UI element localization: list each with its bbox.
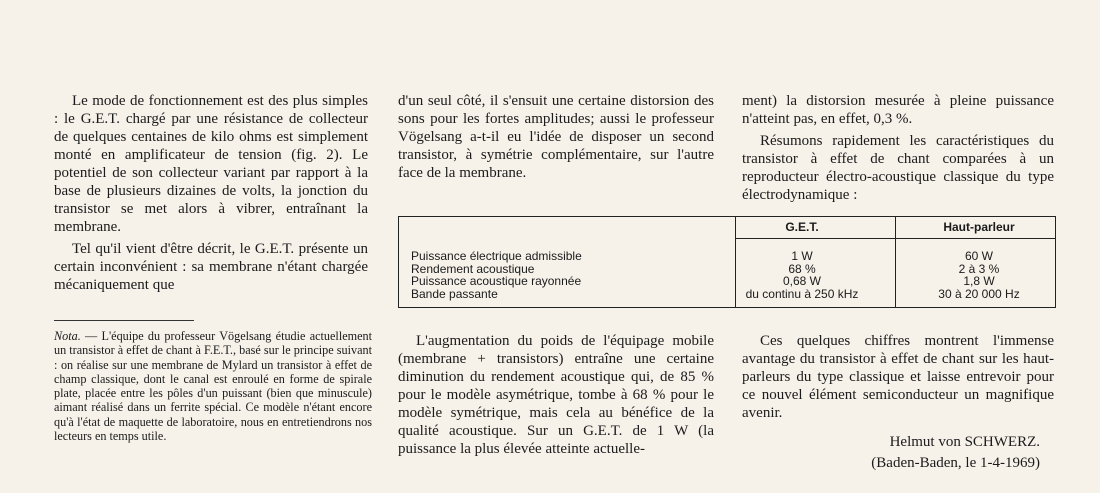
paragraph: L'augmentation du poids de l'équipage mobile (membrane + transistors) entraîne une certaine diminution du rendement acoustique qui, de 85 % pour le modèle asymétrique, tombe à 68 % pour le modèle symétrique, mais cela au bénéfice de la qualité acoustique. Sur un G.E.T. de 1 W (la puissance la plus élevée atteinte actuelle-: [398, 333, 714, 457]
paragraph: Résumons rapidement les caractéristiques du transistor à effet de chant comparées à un reproducteur électro-acoustique classique du type électrodynamique :: [742, 133, 1054, 203]
footnote-rule: [54, 320, 194, 321]
column-5: [742, 332, 1054, 422]
table-cell: 1,8 W: [963, 274, 995, 288]
table-hp-column: [905, 250, 1053, 300]
table-get-column: [737, 250, 867, 300]
table-cell: 0,68 W: [782, 274, 821, 288]
column-4: [398, 332, 714, 458]
table-cell: 1 W: [791, 249, 813, 263]
table-cell: Puissance acoustique rayonnée: [411, 274, 582, 288]
spec-table: [398, 216, 1056, 308]
table-cell: 60 W: [964, 249, 993, 263]
table-cell: 30 à 20 000 Hz: [938, 286, 1020, 301]
column-1: [54, 92, 368, 294]
footnote: [54, 329, 372, 443]
table-divider: [895, 217, 896, 307]
column-3: [742, 92, 1054, 204]
table-cell: Bande passante: [411, 286, 498, 301]
table-header-haut-parleur: Haut-parleur: [943, 220, 1015, 234]
paragraph: ment) la distorsion mesurée à pleine puissance n'atteint pas, en effet, 0,3 %.: [742, 93, 1054, 127]
paragraph: Tel qu'il vient d'être décrit, le G.E.T. présente un certain inconvénient : sa membrane n'étant chargée mécaniquement que: [54, 241, 368, 293]
table-cell: Rendement acoustique: [411, 261, 535, 276]
table-header-rule: [735, 238, 1055, 239]
footnote-text: — L'équipe du professeur Vögelsang étudie actuellement un transistor à effet de chant à F.E.T., basé sur le principe suivant : on réalise sur une membrane de Mylard un transistor à effet de champ classique, dont le canal est enroulé en forme de spirale plate, placée entre les pôles d'un puissant (bien que minuscule) aimant réalisé dans un ferrite spécial. Ce modèle n'étant encore qu'à l'état de maquette de laboratoire, nous en entretiendrons nos lecteurs en temps utile.: [54, 329, 372, 444]
paragraph: Le mode de fonctionnement est des plus simples : le G.E.T. chargé par une résistance de collecteur de quelques centaines de kilo ohms est simplement monté en amplificateur de tension (fig. 2). Le potentiel de son collecteur variant par rapport à la base de plusieurs dizaines de volts, la jonction du transistor se met alors à vibrer, entraînant la membrane.: [54, 93, 368, 235]
paragraph: d'un seul côté, il s'ensuit une certaine distorsion des sons pour les fortes amplitudes; aussi le professeur Vögelsang a-t-il eu l'idée de disposer un second transistor, à symétrie complémentaire, sur l'autre face de la membrane.: [398, 93, 714, 181]
table-cell: du continu à 250 kHz: [745, 286, 859, 301]
footnote-lead: Nota.: [54, 329, 81, 343]
signature: [871, 432, 1040, 474]
author-name: Helmut von SCHWERZ.: [889, 434, 1040, 450]
table-divider: [735, 217, 736, 307]
table-cell: Puissance électrique admissible: [411, 249, 582, 263]
column-2: [398, 92, 714, 182]
paragraph: Ces quelques chiffres montrent l'immense avantage du transistor à effet de chant sur les haut-parleurs du type classique et laisse entrevoir pour ce nouvel élément semiconducteur un magnifique avenir.: [742, 333, 1054, 421]
table-cell: 68 %: [788, 261, 816, 276]
table-label-column: [411, 250, 733, 300]
table-header-get: G.E.T.: [785, 220, 819, 234]
table-cell: 2 à 3 %: [958, 261, 1000, 276]
place-date: (Baden-Baden, le 1-4-1969): [871, 455, 1040, 471]
